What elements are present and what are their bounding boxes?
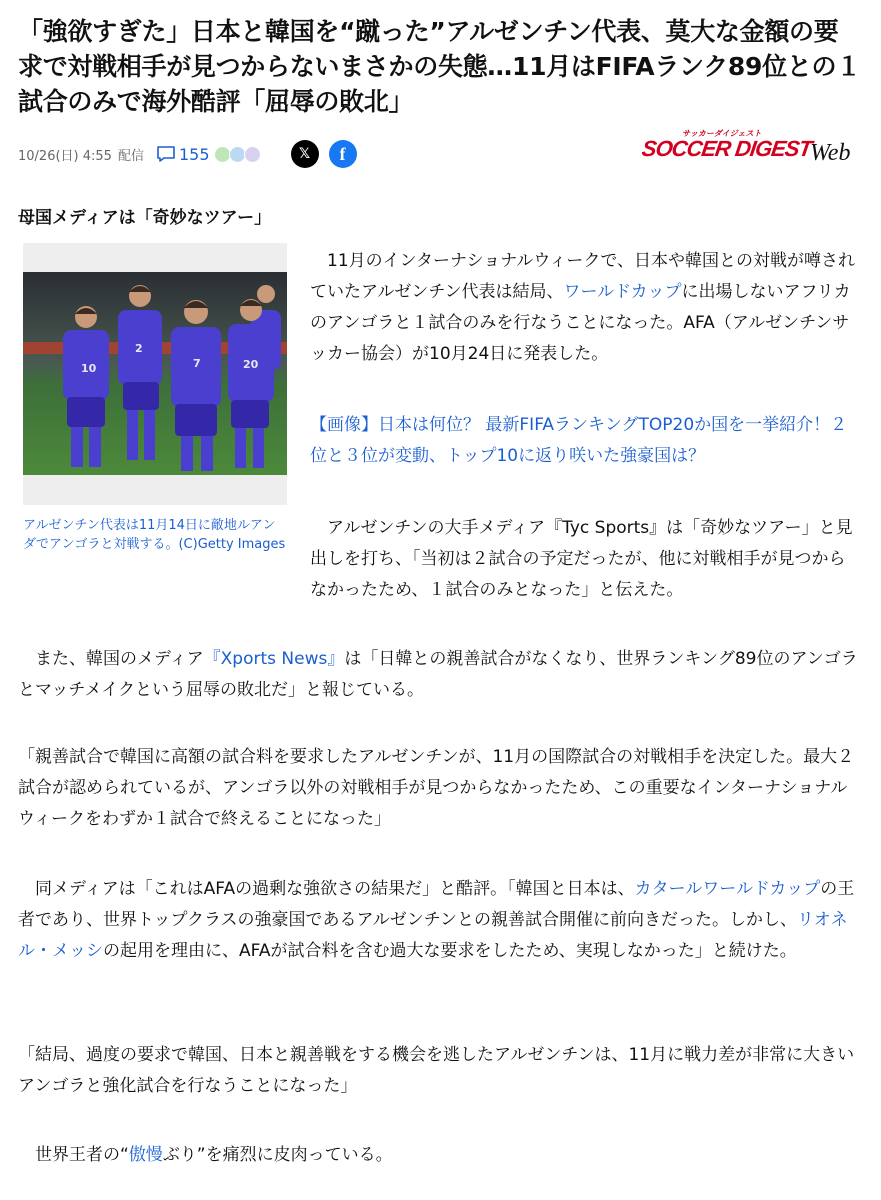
paragraph-1-text-a: 11月のインターナショナルウィークで、日本や韓国との対戦が噂されていたアルゼンチン代表は結局、 <box>310 251 856 302</box>
facebook-f-icon: f <box>339 143 346 164</box>
smile-face-icon <box>214 146 231 163</box>
photo-caption: アルゼンチン代表は11月14日に敵地ルアンダでアンゴラと対戦する。(C)Getty Images <box>23 518 286 552</box>
thinking-face-icon <box>244 146 261 163</box>
paragraph-4: 「親善試合で韓国に高額の試合料を要求したアルゼンチンが、11月の国際試合の対戦相手を決定した。最大２試合が認められているが、アンゴラ以外の対戦相手が見つからなかったため、この重要なインターナショナルウィークをわずか１試合で終えることになった」 <box>18 747 855 829</box>
share-buttons <box>291 140 367 168</box>
paragraph-6: 「結局、過度の要求で韓国、日本と親善戦をする機会を逃したアルゼンチンは、11月に戦力差が非常に大きいアンゴラと強化試合を行なうことになった」 <box>18 1045 855 1096</box>
link-arrogance[interactable]: 傲慢 <box>128 1145 163 1165</box>
publisher-logo-main: SOCCER DIGEST <box>640 136 813 161</box>
comment-count: 155 <box>178 144 210 164</box>
svg-text:7: 7 <box>193 357 201 370</box>
share-facebook-button[interactable] <box>329 140 357 168</box>
publish-label: 配信 <box>117 148 144 164</box>
paragraph-7 <box>18 1140 863 1171</box>
svg-text:10: 10 <box>81 362 97 375</box>
paragraph-1 <box>310 246 858 370</box>
link-lionel-messi[interactable]: リオネル・メッシ <box>18 910 848 961</box>
comment-button[interactable] <box>156 145 210 164</box>
svg-text:2: 2 <box>135 342 143 355</box>
publisher-logo-web: Web <box>810 140 851 166</box>
team-photo <box>23 272 287 475</box>
paragraph-2: アルゼンチンの大手メディア『Tyc Sports』は「奇妙なツアー」と見出しを打ち、「当初は２試合の予定だったが、他に対戦相手が見つからなかったため、１試合のみとなった」と伝えた。 <box>310 518 853 600</box>
link-world-cup[interactable]: ワールドカップ <box>563 282 682 302</box>
paragraph-7-text-a: 世界王者の“ <box>18 1145 129 1165</box>
paragraph-5-text-a: 同メディアは「これはAFAの過剰な強欲さの結果だ」と酷評。「韓国と日本は、 <box>18 879 635 899</box>
paragraph-5-text-b: の王者であり、世界トップクラスの強豪国であるアルゼンチンとの親善試合開催に前向きだった。しかし、 <box>18 879 855 930</box>
comment-icon <box>156 145 176 163</box>
paragraph-7-text-b: ぶり”を痛烈に皮肉っている。 <box>162 1145 393 1165</box>
publisher-logo[interactable] <box>640 126 862 178</box>
article-title: 「強欲すぎた」日本と韓国を“蹴った”アルゼンチン代表、莫大な金額の要求で対戦相手が見つからないまさかの失態…11月はFIFAランク89位との１試合のみで海外酷評「屈辱の敗北」 <box>18 17 861 116</box>
paragraph-5-text-c: の起用を理由に、AFAが試合料を含む過大な要求をしたため、実現しなかった」と続けた。 <box>103 941 797 961</box>
svg-text:20: 20 <box>243 358 259 371</box>
section-heading: 母国メディアは「奇妙なツアー」 <box>18 208 272 228</box>
paragraph-1-text-b: に出場しないアフリカのアンゴラと１試合のみを行なうことになった。AFA（アルゼンチンサッカー協会）が10月24日に発表した。 <box>310 282 851 364</box>
neutral-face-icon <box>229 146 246 163</box>
share-x-button[interactable] <box>291 140 319 168</box>
link-qatar-world-cup[interactable]: カタールワールドカップ <box>634 879 821 899</box>
reaction-icons[interactable] <box>216 146 261 163</box>
link-xports-news[interactable]: 『Xports News』 <box>203 649 345 669</box>
paragraph-5 <box>18 874 863 967</box>
article-figure[interactable] <box>23 243 287 505</box>
x-logo-icon: 𝕏 <box>298 146 311 162</box>
paragraph-3 <box>18 644 863 706</box>
related-article-link[interactable]: 【画像】日本は何位？ 最新FIFAランキングTOP20か国を一挙紹介！２位と３位が変動、トップ10に返り咲いた強豪国は？ <box>310 415 848 466</box>
publish-date: 10/26(日) 4:55 <box>18 148 112 164</box>
paragraph-3-text-b: は「日韓との親善試合がなくなり、世界ランキング89位のアンゴラとマッチメイクという屈辱の敗北だ」と報じている。 <box>18 649 858 700</box>
article-meta <box>18 140 367 168</box>
paragraph-3-text-a: また、韓国のメディア <box>18 649 204 669</box>
publisher-logo-kana: サッカーダイジェスト <box>682 129 762 138</box>
